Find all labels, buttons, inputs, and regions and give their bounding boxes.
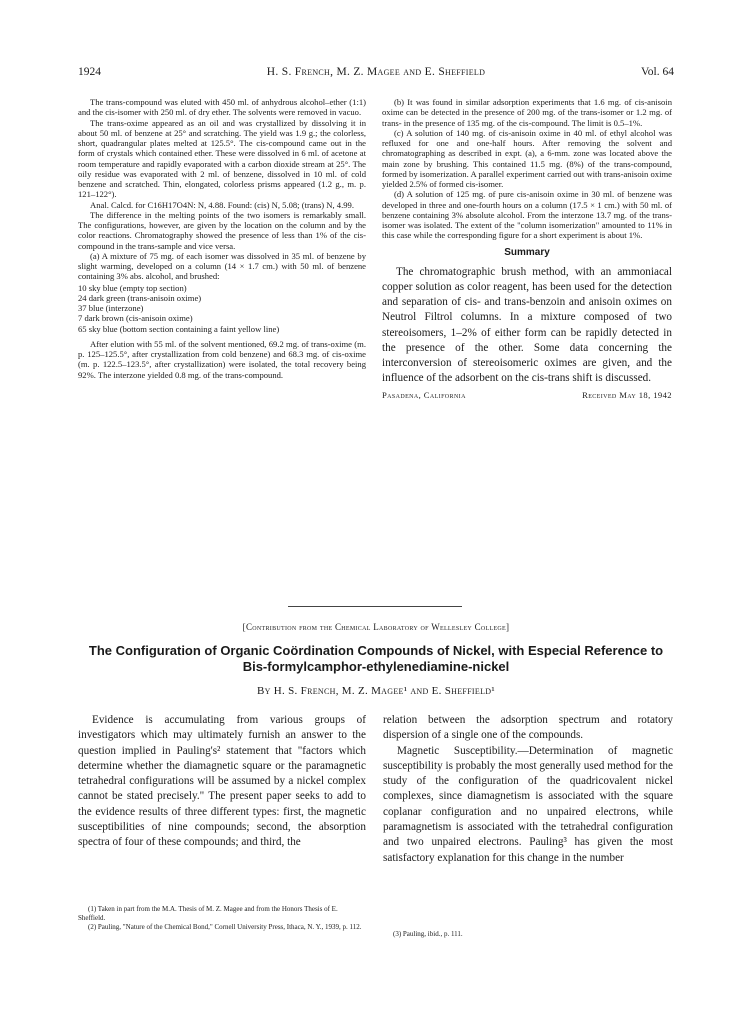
- page-number: 1924: [78, 66, 101, 78]
- article-byline: By H. S. French, M. Z. Magee¹ and E. Sheffield¹: [257, 685, 495, 697]
- article-title: The Configuration of Organic Coördination Compounds of Nickel, with Especial Reference to Bis-formylcamphor-ethylenediamine-nickel: [88, 643, 664, 674]
- footnote: (3) Pauling, ibid., p. 111.: [393, 930, 463, 938]
- paragraph: The trans-oxime appeared as an oil and was crystallized by dissolving it in about 50 ml. of benzene at 25° and scratching. The yield was 1.9 g.; the colorless, short, quadrangular plates melted at 125.5°. The cis-compound came out in the form of crystals which contained ether. These were dissolved in 6 ml. of acetone at room temperature and rapidly evaporated with a carbon dioxide stream at 25°. The oily residue was evaporated with 2 ml. of benzene, dissolved in 10 ml. of cold benzene and scratched. Thin, elongated, colorless prisms appeared (1.2 g., m. p. 121–122°).: [78, 117, 366, 200]
- paragraph: Evidence is accumulating from various groups of investigators which may ultimately furnish an answer to the question implied in Pauling's² statement that "factors which determine whether the diamagnetic square or the paramagnetic tetrahedral configurations will be assumed by a nickel complex cannot be stated precisely." The present paper seeks to add to the evidence results of three different types: first, the magnetic susceptibilities of nine compounds; second, the absorption spectra of four of these compounds; and third, the: [78, 714, 366, 849]
- experimental-left-column: [78, 97, 366, 380]
- paragraph: The trans-compound was eluted with 450 ml. of anhydrous alcohol–ether (1:1) and the cis-isomer with 250 ml. of dry ether. The solvents were removed in vacuo.: [78, 97, 366, 118]
- zone-list: [78, 283, 366, 334]
- received-date: Received May 18, 1942: [582, 390, 672, 401]
- section-divider: [288, 606, 462, 607]
- paragraph: Magnetic Susceptibility.—Determination of magnetic susceptibility is probably the most generally used method for the study of the configuration of the quadricovalent nickel complexes, since diamagnetism is associated with the square coplanar configuration and no unpaired electrons, while paramagnetism is associated with the tetrahedral configuration and two unpaired electrons. Pauling³ has given the most satisfactory explanation for this change in the number: [383, 744, 673, 864]
- address-row: [382, 390, 672, 404]
- footnote: (2) Pauling, "Nature of the Chemical Bond," Cornell University Press, Ithaca, N. Y., 1939, p. 112.: [88, 923, 362, 931]
- paragraph: relation between the adsorption spectrum and rotatory dispersion of a single one of the compounds.: [383, 714, 673, 742]
- list-item: 24 dark green (trans-anisoin oxime): [78, 292, 202, 303]
- paragraph: The difference in the melting points of the two isomers is remarkably small. The configurations, however, are given by the location on the column and by the color reactions. Chromatography showed the presence of less than 1% of the cis-compound in the trans-sample and vice versa.: [78, 209, 366, 251]
- list-item: 7 dark brown (cis-anisoin oxime): [78, 313, 193, 324]
- running-header: [78, 66, 674, 82]
- footnotes-left: [78, 905, 366, 932]
- footnote: (1) Taken in part from the M.A. Thesis of M. Z. Magee and from the Honors Thesis of E. Sheffield.: [78, 905, 338, 922]
- summary-heading: Summary: [504, 246, 550, 258]
- contribution-line: [Contribution from the Chemical Laboratory of Wellesley College]: [242, 622, 510, 632]
- experimental-right-column: [382, 97, 672, 404]
- paragraph: (a) A mixture of 75 mg. of each isomer was dissolved in 35 ml. of benzene by slight warming, developed on a column (14 × 1.7 cm.) with 50 ml. of benzene containing 3% abs. alcohol, and brushed:: [78, 250, 366, 282]
- paragraph: (c) A solution of 140 mg. of cis-anisoin oxime in 40 ml. of ethyl alcohol was refluxed for one and one-half hours. After removing the solvent and chromatographing as described in expt. (a), a 6-mm. zone was located above the main zone by brushing. This contained 11.5 mg. (8%) of the trans-compound, formed by isomerization. A parallel experiment carried out with trans-anisoin oxime yielded 2.5% of formed cis-isomer.: [382, 127, 672, 189]
- running-authors: H. S. French, M. Z. Magee and E. Sheffield: [266, 66, 486, 78]
- volume-label: Vol. 64: [640, 66, 674, 78]
- analysis-paragraph: Anal. Calcd. for C16H17O4N: N, 4.88. Found: (cis) N, 5.08; (trans) N, 4.99.: [90, 199, 354, 210]
- article-right-column: [383, 713, 673, 866]
- paragraph: (d) A solution of 125 mg. of pure cis-anisoin oxime in 30 ml. of benzene was developed in three and one-fourth hours on a column (17.5 × 1 cm.) with 50 ml. of benzene containing 3% absolute alcohol. From the interzone 13.7 mg. of the trans-isomer was isolated. The extent of the "column isomerization" amounted to 11% in this case while the corresponding figure for a short experiment is about 1%.: [382, 189, 672, 241]
- list-item: 10 sky blue (empty top section): [78, 282, 187, 293]
- summary-text: The chromatographic brush method, with an ammoniacal copper solution as color reagent, has been used for the detection and separation of cis- and trans-benzoin and anisoin oximes on Neutrol Filtrol columns. In a mixture composed of two stereoisomers, 1–2% of either form can be rapidly detected in the presence of the other. Some data concerning the interconversion of stereoisomeric oximes are given, and the influence of the adsorbent on the cis-trans shift is discussed.: [382, 265, 672, 385]
- footnotes-right: [383, 930, 673, 939]
- list-item: 65 sky blue (bottom section containing a faint yellow line): [78, 323, 280, 334]
- paragraph: (b) It was found in similar adsorption experiments that 1.6 mg. of cis-anisoin oxime can be detected in the presence of 200 mg. of the trans-isomer or 1.2 mg. of trans- in the presence of 135 mg. of the cis-compound. The limit is 0.5–1%.: [382, 97, 672, 128]
- place-label: Pasadena, California: [382, 390, 466, 401]
- paragraph: After elution with 55 ml. of the solvent mentioned, 69.2 mg. of trans-oxime (m. p. 125–125.5°, after crystallization from cold benzene) and 68.3 mg. of cis-oxime (m. p. 122.5–123.5°, after crystallization) were isolated, the total recovery being 92%. The interzone yielded 0.8 mg. of the trans-compound.: [78, 338, 366, 380]
- article-left-column: [78, 713, 366, 851]
- list-item: 37 blue (interzone): [78, 303, 144, 314]
